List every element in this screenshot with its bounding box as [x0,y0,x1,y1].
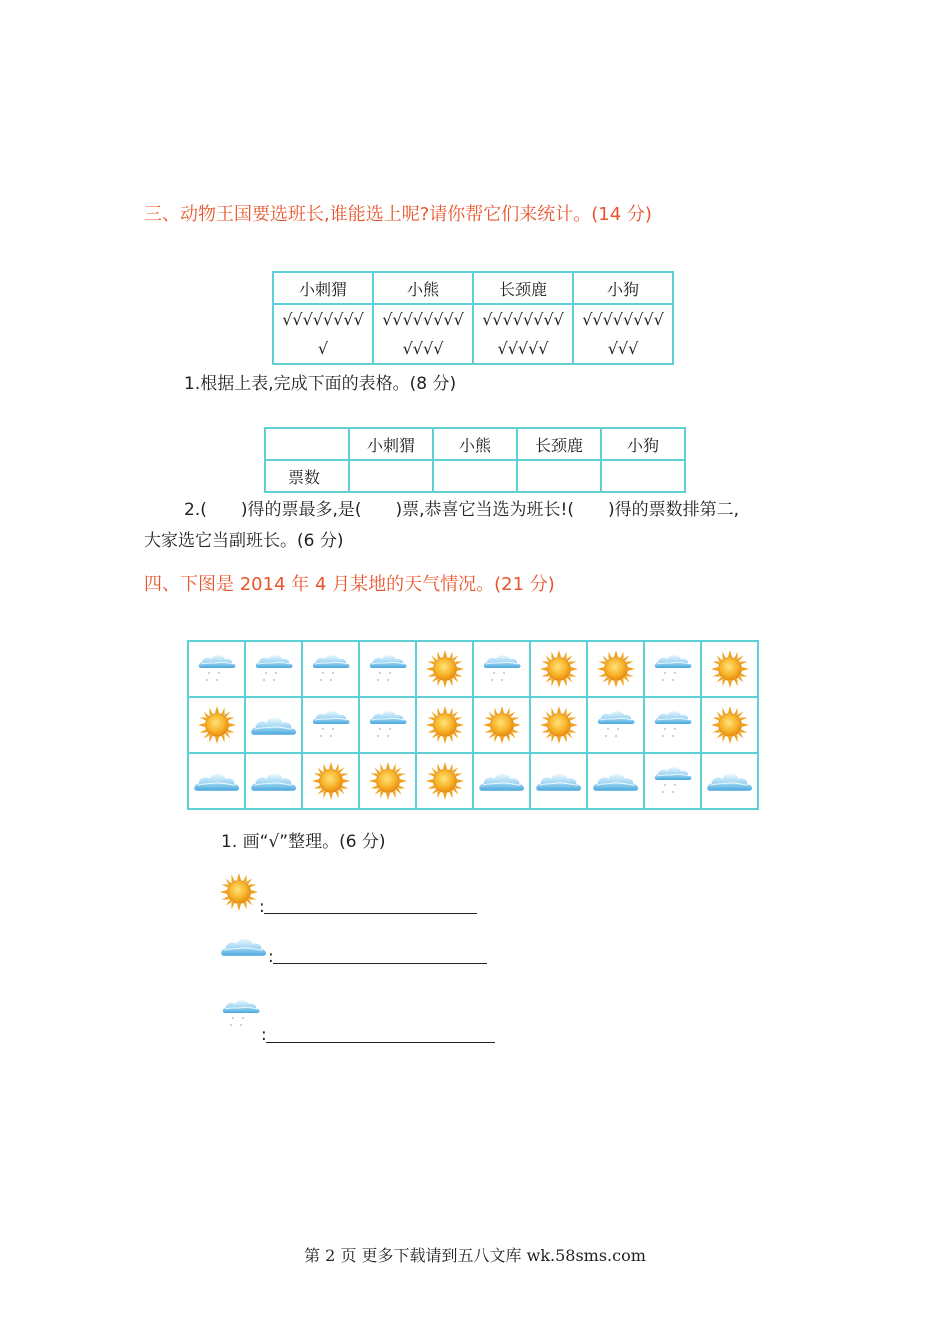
weather-row [188,641,758,697]
weather-cell [359,753,416,809]
vote-ticks-line1: √√√√√√√√ [482,310,564,329]
rain-cloud-icon [594,707,638,743]
answer-line-rain[interactable] [266,1042,495,1043]
sun-icon [425,705,465,745]
sun-icon [425,649,465,689]
weather-cell [188,753,245,809]
sun-icon [539,705,579,745]
vote-header-hedgehog: 小刺猬 [273,272,373,304]
vote-ticks-line2: √√√ [607,339,639,358]
vote-ticks-line1: √√√√√√√√ [582,310,664,329]
rain-cloud-icon [366,707,410,743]
rain-cloud-icon [366,651,410,687]
vote-header-giraffe: 长颈鹿 [473,272,573,304]
tally-table [264,427,686,493]
legend-rain-cloud-icon [219,996,263,1036]
cloud-icon [192,767,242,795]
sun-icon [311,761,351,801]
tally-input-hedgehog[interactable] [349,460,433,492]
vote-cell-bear [373,304,473,364]
answer-line-sun[interactable] [264,913,477,914]
weather-cell [416,641,473,697]
vote-ticks-line2: √√√√√ [497,339,549,358]
vote-header-bear: 小熊 [373,272,473,304]
question-3-1: 1.根据上表,完成下面的表格。(8 分) [184,374,457,394]
legend-cloud-icon [219,932,269,964]
tally-header-dog: 小狗 [601,428,685,460]
tally-input-giraffe[interactable] [517,460,601,492]
weather-cell [302,697,359,753]
tally-header-hedgehog: 小刺猬 [349,428,433,460]
weather-cell [188,641,245,697]
rain-cloud-icon [309,707,353,743]
weather-cell [587,753,644,809]
vote-ticks-line2: √ [317,339,329,358]
cloud-icon [249,767,299,795]
weather-cell [644,753,701,809]
weather-cell [359,697,416,753]
weather-cell [473,641,530,697]
rain-cloud-icon [252,651,296,687]
tally-header-bear: 小熊 [433,428,517,460]
cloud-icon [534,767,584,795]
rain-cloud-icon [480,651,524,687]
weather-grid [187,640,759,810]
weather-cell [587,697,644,753]
rain-cloud-icon [195,651,239,687]
weather-row [188,753,758,809]
sun-icon [596,649,636,689]
weather-cell [587,641,644,697]
rain-cloud-icon [651,763,695,799]
weather-cell [245,641,302,697]
weather-cell [473,753,530,809]
vote-cell-dog [573,304,673,364]
tally-header-blank [265,428,349,460]
cloud-icon [591,767,641,795]
question-4-1: 1. 画“√”整理。(6 分) [221,832,386,852]
weather-cell [188,697,245,753]
vote-ticks-line1: √√√√√√√√ [382,310,464,329]
tally-header-giraffe: 长颈鹿 [517,428,601,460]
weather-cell [416,753,473,809]
sun-icon [710,649,750,689]
legend-colon: : [261,1025,267,1045]
weather-cell [245,697,302,753]
cloud-icon [249,711,299,739]
weather-cell [530,753,587,809]
question-3-2-line2: 大家选它当副班长。(6 分) [144,531,344,551]
weather-cell [359,641,416,697]
vote-ticks-line2: √√√√ [402,339,444,358]
weather-cell [530,697,587,753]
tally-input-bear[interactable] [433,460,517,492]
sun-icon [368,761,408,801]
cloud-icon [477,767,527,795]
weather-cell [416,697,473,753]
cloud-icon [705,767,755,795]
sun-icon [539,649,579,689]
weather-cell [644,641,701,697]
rain-cloud-icon [651,651,695,687]
weather-cell [302,641,359,697]
weather-cell [701,641,758,697]
weather-cell [302,753,359,809]
weather-cell [530,641,587,697]
weather-cell [701,697,758,753]
vote-cell-giraffe [473,304,573,364]
weather-cell [245,753,302,809]
legend-colon: : [268,947,274,967]
rain-cloud-icon [651,707,695,743]
weather-cell [644,697,701,753]
vote-ticks-line1: √√√√√√√√ [282,310,364,329]
section3-heading: 三、动物王国要选班长,谁能选上呢?请你帮它们来统计。(14 分) [144,204,652,225]
answer-line-cloud[interactable] [273,963,487,964]
tally-row-label: 票数 [265,460,349,492]
page-footer: 第 2 页 更多下载请到五八文库 wk.58sms.com [304,1246,646,1265]
section4-heading: 四、下图是 2014 年 4 月某地的天气情况。(21 分) [144,574,555,595]
sun-icon [482,705,522,745]
legend-sun-icon [219,872,259,916]
tally-input-dog[interactable] [601,460,685,492]
vote-table [272,271,674,365]
weather-row [188,697,758,753]
rain-cloud-icon [309,651,353,687]
vote-cell-hedgehog [273,304,373,364]
question-3-2-line1: 2.( )得的票最多,是( )票,恭喜它当选为班长!( )得的票数排第二, [184,500,740,520]
sun-icon [197,705,237,745]
weather-cell [473,697,530,753]
legend-colon: : [259,897,265,917]
weather-cell [701,753,758,809]
sun-icon [425,761,465,801]
sun-icon [710,705,750,745]
vote-header-dog: 小狗 [573,272,673,304]
